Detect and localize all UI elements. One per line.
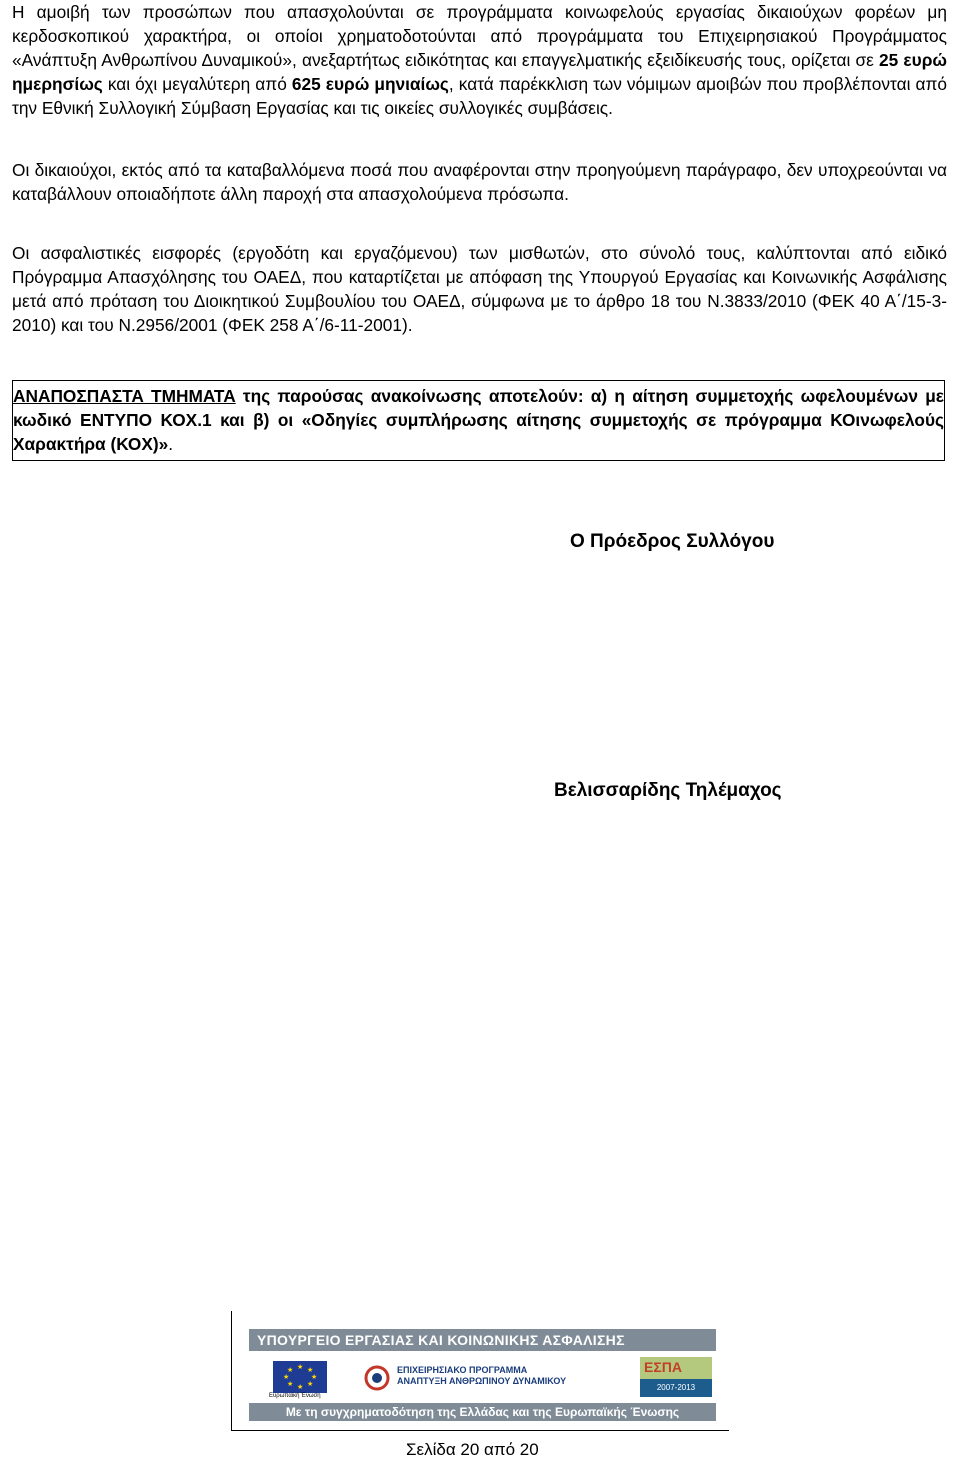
paragraph-insurance: Οι ασφαλιστικές εισφορές (εργοδότη και εργαζόμενου) των μισθωτών, στο σύνολό τους, καλύπτονται από ειδικό Πρόγραμμα Απασχόλησης του ΟΑΕΔ, που καταρτίζεται με απόφαση της Υπουργού Εργασίας και Κοινωνικής Ασφάλισης μετά από πρόταση του Διοικητικού Συμβουλίου του ΟΑΕΔ, σύμφωνα με το άρθρο 18 του Ν.3833/2010 (ΦΕΚ 40 Α΄/15-3-2010) και του Ν.2956/2001 (ΦΕΚ 258 Α΄/6-11-2001).	[12, 243, 947, 335]
espa-years: 2007-2013	[640, 1379, 712, 1397]
program-line-1: ΕΠΙΧΕΙΡΗΣΙΑΚΟ ΠΡΟΓΡΑΜΜΑ	[397, 1365, 528, 1375]
notice-box	[12, 380, 945, 461]
text-run: και όχι μεγαλύτερη από	[102, 74, 292, 94]
text-run: Η αμοιβή των προσώπων που απασχολούνται σε προγράμματα κοινωφελούς εργασίας δικαιούχων φορέων μη κερδοσκοπικού χαρακτήρα, οι οποίοι χρηματοδοτούνται από προγράμματα του Επιχειρησιακού Προγράμματος «Ανάπτυξη Ανθρωπίνου Δυναμικού», ανεξαρτήτως ειδικότητας και επαγγελματικής εξειδίκευσής τους, ορίζεται σε	[12, 2, 947, 70]
paragraph-wages	[12, 0, 947, 120]
program-name	[397, 1365, 566, 1387]
paragraph-beneficiaries: Οι δικαιούχοι, εκτός από τα καταβαλλόμενα ποσά που αναφέρονται στην προηγούμενη παράγραφο, δεν υποχρεούνται να καταβάλλουν οποιαδήποτε άλλη παροχή στα απασχολούμενα πρόσωπα.	[12, 160, 947, 204]
bold-monthly-wage: 625 ευρώ μηνιαίως	[291, 74, 449, 94]
ministry-banner-title: ΥΠΟΥΡΓΕΙΟ ΕΡΓΑΣΙΑΣ ΚΑΙ ΚΟΙΝΩΝΙΚΗΣ ΑΣΦΑΛΙΣΗΣ	[249, 1329, 716, 1351]
notice-underlined: ΑΝΑΠΟΣΠΑΣΤΑ ΤΜΗΜΑΤΑ	[13, 386, 236, 406]
funding-banner	[231, 1311, 729, 1431]
signature-name: Βελισσαρίδης Τηλέμαχος	[554, 780, 782, 801]
logos-row	[249, 1355, 716, 1399]
eu-flag-icon: ★ ★ ★ ★ ★ ★ ★ ★	[273, 1361, 327, 1393]
bold-daily-wage: 25 ευρώ ημερησίως	[12, 50, 947, 94]
program-line-2: ΑΝΑΠΤΥΞΗ ΑΝΘΡΩΠΙΝΟΥ ΔΥΝΑΜΙΚΟΥ	[397, 1376, 567, 1386]
notice-rest: της παρούσας ανακοίνωσης αποτελούν: α) η αίτηση συμμετοχής ωφελουμένων με κωδικό ΕΝΤΥΠΟ ΚΟΧ.1 και β) οι «Οδηγίες συμπλήρωσης αίτησης συμμετοχής σε πρόγραμμα ΚΟινωφελούς Χαρακτήρα (ΚΟΧ)»	[13, 386, 945, 454]
espa-logo	[640, 1357, 712, 1397]
eu-caption: Ευρωπαϊκή Ένωση	[269, 1393, 321, 1399]
signature-role: Ο Πρόεδρος Συλλόγου	[570, 531, 775, 552]
notice-end: .	[168, 434, 174, 454]
program-logo-icon	[364, 1365, 390, 1391]
cofunding-text: Με τη συγχρηματοδότηση της Ελλάδας και της Ευρωπαϊκής Ένωσης	[249, 1403, 716, 1421]
espa-title: ΕΣΠΑ	[644, 1359, 682, 1375]
page-number: Σελίδα 20 από 20	[406, 1440, 539, 1459]
text-run: , κατά παρέκκλιση των νόμιμων αμοιβών που προβλέπονται από την Εθνική Συλλογική Σύμβαση Εργασίας και τις οικείες συλλογικές συμβάσεις.	[12, 74, 947, 118]
notice-text	[13, 384, 944, 456]
